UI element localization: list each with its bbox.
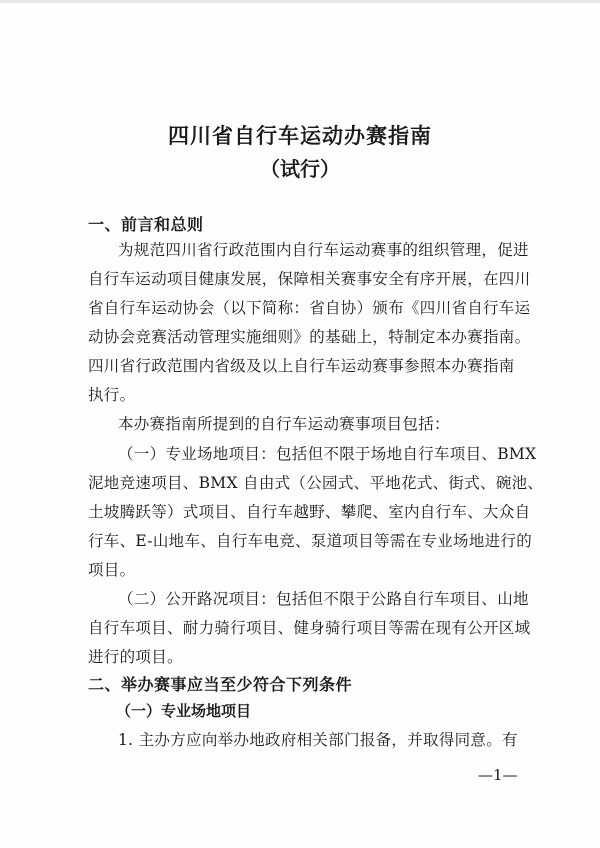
paragraph-line: 泥地竞速项目、BMX 自由式（公园式、平地花式、街式、碗池、 [88,474,544,492]
paragraph-line: 自行车项目、耐力骑行项目、健身骑行项目等需在现有公开区域 [88,619,531,637]
subsection-heading-1: （一）专业场地项目 [116,702,252,720]
section-heading-1: 一、前言和总则 [88,215,204,234]
paragraph-line: （一）专业场地项目：包括但不限于场地自行车项目、BMX [118,445,537,463]
section-heading-2: 二、举办赛事应当至少符合下列条件 [88,675,353,694]
paragraph-line: 1. 主办方应向举办地政府相关部门报备，并取得同意。有 [118,731,518,749]
paragraph-line: 为规范四川省行政范围内自行车运动赛事的组织管理，促进 [118,241,529,259]
document-title: 四川省自行车运动办赛指南 [168,123,432,148]
paragraph-line: 行车、E-山地车、自行车电竞、泵道项目等需在专业场地进行的 [88,532,533,550]
paragraph-line: 进行的项目。 [88,648,183,666]
paragraph-line: 本办赛指南所提到的自行车运动赛事项目包括： [118,415,450,433]
paragraph-line: 省自行车运动协会（以下简称：省自协）颁布《四川省自行车运 [88,299,531,317]
paragraph-line: 自行车运动项目健康发展，保障相关赛事安全有序开展，在四川 [88,270,531,288]
paragraph-line: 动协会竞赛活动管理实施细则》的基础上，特制定本办赛指南。 [88,328,531,346]
paragraph-line: 项目。 [88,561,136,579]
paragraph-line: （二）公开路况项目：包括但不限于公路自行车项目、山地 [118,590,529,608]
page-number: —1— [478,766,518,784]
paragraph-line: 四川省行政范围内省级及以上自行车运动赛事参照本办赛指南 [88,357,515,375]
paragraph-line: 土坡腾跃等）式项目、自行车越野、攀爬、室内自行车、大众自 [88,503,531,521]
scan-edge [0,0,600,3]
paragraph-line: 执行。 [88,386,136,404]
document-subtitle: （试行） [260,157,340,181]
